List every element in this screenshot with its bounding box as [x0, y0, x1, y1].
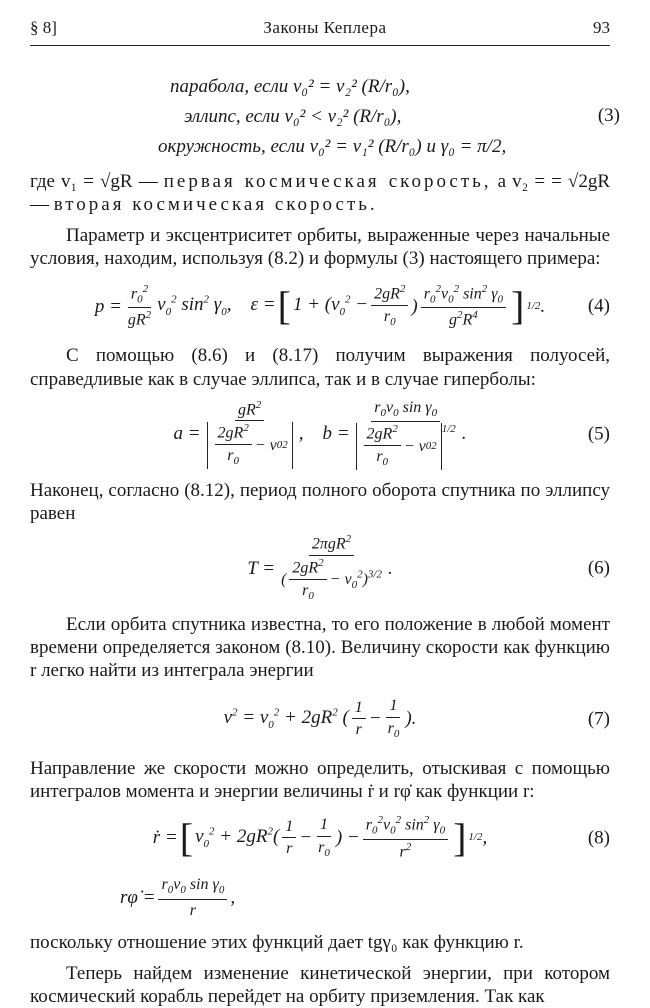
equation-number-3: (3): [597, 104, 620, 126]
equation-8-r-dot: ṙ = [ $v_0^2 + 2gR^2$( $\frac{1}{r}$ − $\frac{1}{r_0}$ ) − $\frac{r_0^2v_0^2 \sin^2 \gamma_0}{r^2}$ ] 1/2 , (8): [152, 814, 610, 861]
equation-number-5: (5): [587, 423, 610, 445]
case-ellipse: эллипс, если v₀² < v₂² (R/r₀),: [184, 105, 402, 127]
chapter-title: Законы Кеплера: [263, 18, 387, 37]
text-v2: а v₂ = = √2gR —: [30, 170, 610, 215]
page-number: 93: [593, 18, 610, 37]
text-first-cosmic: первая космическая скорость,: [163, 170, 492, 192]
equation-number-8: (8): [587, 827, 610, 849]
text-second-cosmic: вторая космическая скорость.: [53, 193, 378, 215]
running-header: [30, 18, 610, 46]
paragraph-period: Наконец, согласно (8.12), период полного оборота спутника по эллипсу равен: [30, 479, 610, 524]
paragraph-direction: Направление же скорости можно определить, отыскивая с помощью интегралов момента и энергии величины ṙ и rφ̇ как функции r:: [30, 757, 610, 802]
paragraph-kinetic-energy: Теперь найдем изменение кинетической энергии, при котором космический корабль перейдет на орбиту приземления. Так как: [30, 963, 610, 1008]
section-number: § 8]: [30, 18, 57, 37]
equation-5: a = $gR^2$ $\frac{2gR^2}{r_0}$ − v 0 2 , b = $r_0v_0$ $\sin \gamma_0$ $\frac{2gR^2}{r_0}$ − v 0 2 $^{1/2}$ . (5): [173, 398, 610, 469]
equation-7: $v^2 = v_0^2 + 2gR^2$ ( $\frac{1}{r}$ − $\frac{1}{r_0}$ ). (7): [223, 697, 610, 740]
case-circle: окружность, если v₀² = v₁² (R/r₀) и γ₀ = π/2,: [158, 135, 507, 157]
equation-3: [158, 72, 620, 162]
text-v1: где v₁ = √gR —: [30, 170, 164, 192]
paragraph-velocities: [30, 170, 610, 216]
equation-number-7: (7): [587, 708, 610, 730]
case-parabola: парабола, если v₀² = v₂² (R/r₀),: [170, 75, 410, 97]
paragraph-ratio: поскольку отношение этих функций дает tgγ₀ как функцию r.: [30, 931, 524, 953]
paragraph-parameter: Параметр и эксцентриситет орбиты, выраженные через начальные условия, находим, используя (8.2) и формулы (3) настоящего примера:: [30, 225, 610, 270]
equation-number-6: (6): [587, 557, 610, 579]
equation-number-4: (4): [587, 295, 610, 317]
paragraph-energy-integral: Если орбита спутника известна, то его положение в любой момент времени определяется законом (8.10). Величину скорости как функцию r легко найти из интеграла энергии: [30, 614, 610, 682]
equation-8-r-phi-dot: rφ̇ = $\frac{r_0v_0 \sin \gamma_0}{r}$ ,: [120, 876, 236, 919]
paragraph-semiaxes: С помощью (8.6) и (8.17) получим выражения полуосей, справедливые как в случае эллипса, так и в случае гиперболы:: [30, 345, 610, 390]
equation-6: T = 2πgR$^2$ ( $\frac{2gR^2}{r_0}$ − $v_0^2)^{3/2}$ . (6): [247, 532, 610, 602]
equation-4: p = $\frac{r_0^2}{gR^2}$ $v_0^2$ $\sin^2 \gamma_0$, ε = [ $1 + (v_0^2$ − $\frac{2gR^2}{r_0}$ ) $\frac{r_0^2v_0^2 \sin^2 \gamma_0}{g^2R^4}$ ] 1/2 . (4): [94, 282, 610, 329]
